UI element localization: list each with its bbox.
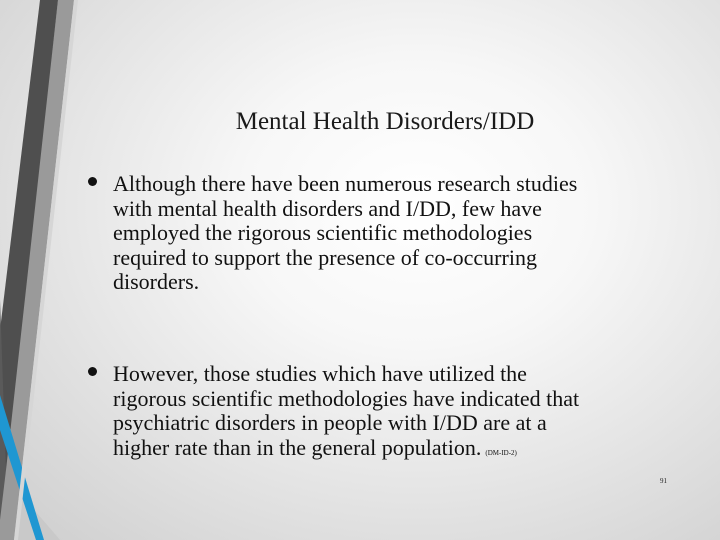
bullet-1: [88, 172, 688, 295]
bullet-1-line-4: required to support the presence of co-occurring: [113, 244, 537, 270]
bullet-1-line-3: employed the rigorous scientific methodologies: [113, 220, 533, 245]
bullet-2-line-4-wrap: [88, 436, 688, 466]
slide-title: Mental Health Disorders/IDD: [235, 108, 535, 135]
citation: (DM-ID-2): [485, 448, 517, 457]
decorative-stripes: [0, 0, 90, 540]
bullet-2-line-3: psychiatric disorders in people with I/DD are at a: [113, 410, 547, 435]
bullet-2: [88, 362, 688, 465]
bullet-dot: [88, 367, 97, 376]
bullet-2-line-4: higher rate than in the general population.: [113, 434, 482, 460]
bullet-dot: [88, 177, 97, 186]
bullet-2-line-2: rigorous scientific methodologies have indicated that: [113, 385, 580, 411]
page-number: 91: [660, 477, 667, 485]
bullet-1-line-2: with mental health disorders and I/DD, few have: [113, 195, 542, 221]
bullet-1-line-1: Although there have been numerous research studies: [113, 171, 578, 196]
bullet-1-line-5: disorders.: [113, 269, 200, 294]
bullet-2-line-1: However, those studies which have utilized the: [113, 361, 527, 386]
